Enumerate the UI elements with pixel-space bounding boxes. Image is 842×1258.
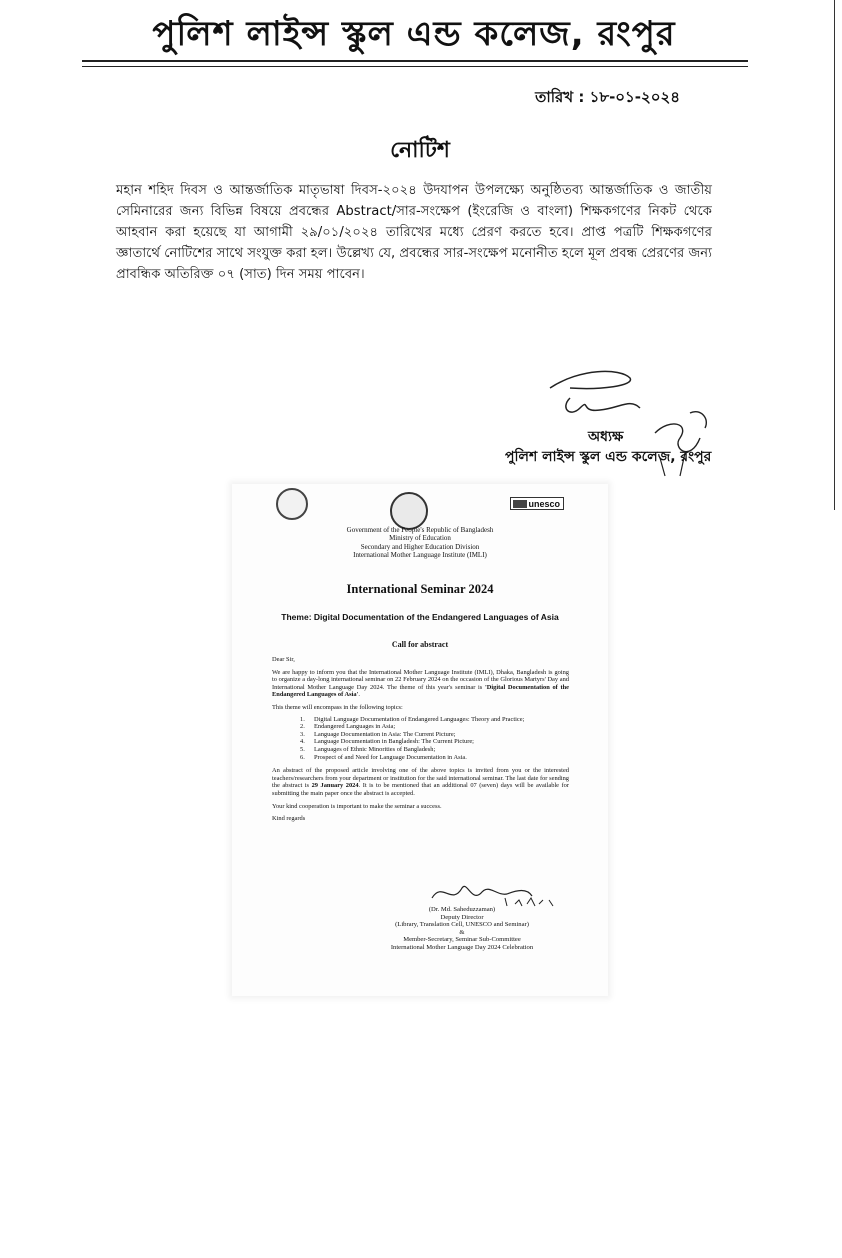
salutation: Dear Sir, xyxy=(272,656,295,663)
seal-icon xyxy=(276,488,308,520)
government-lines xyxy=(232,526,608,560)
signatory-line: Deputy Director xyxy=(440,913,484,921)
institution-header: পুলিশ লাইন্স স্কুল এন্ড কলেজ, রংপুর xyxy=(152,14,676,54)
seminar-theme: Theme: Digital Documentation of the Endangered Languages of Asia xyxy=(281,612,559,622)
gov-line: International Mother Language Institute (IMLI) xyxy=(353,551,487,560)
attached-letter xyxy=(232,484,608,996)
signatory-line: & xyxy=(459,928,465,936)
closing: Kind regards xyxy=(272,815,306,823)
list-item: 1. Digital Language Documentation of Endangered Languages: Theory and Practice; xyxy=(300,715,525,723)
signature-title: অধ্যক্ষ xyxy=(588,429,624,445)
signatory-block xyxy=(342,906,582,952)
notice-date: তারিখ : ১৮-০১-২০২৪ xyxy=(535,88,680,106)
signatory-line: (Library, Translation Cell, UNESCO and Seminar) xyxy=(395,921,529,929)
letter-paragraph: We are happy to inform you that the International Mother Language Institute (IMLI), Dhaka, Bangladesh is going to organize a day-long international seminar on 22 February 2024 on the occasion of the Glorious Martyrs' Day and International Mother Language Day 2024. The theme of this year's seminar is 'Digital Documentation of the Endangered Languages of Asia'. xyxy=(272,668,569,699)
call-for-abstract: Call for abstract xyxy=(391,640,449,649)
list-item: 4. Language Documentation in Bangladesh: The Current Picture; xyxy=(300,738,474,746)
list-item: 2. Endangered Languages in Asia; xyxy=(300,723,396,731)
seminar-title: International Seminar 2024 xyxy=(346,582,494,596)
list-item: 3. Language Documentation in Asia: The Current Picture; xyxy=(300,730,456,738)
signatory-line: International Mother Language Day 2024 Celebration xyxy=(390,943,534,951)
gov-line: Secondary and Higher Education Division xyxy=(360,542,480,551)
notice-body xyxy=(116,180,712,285)
header-rule xyxy=(82,60,748,67)
government-emblem-icon xyxy=(390,492,428,530)
list-item: 6. Prospect of and Need for Language Documentation in Asia. xyxy=(300,753,467,761)
list-item: 5. Languages of Ethnic Minorities of Bangladesh; xyxy=(300,745,436,753)
gov-line: Ministry of Education xyxy=(389,534,451,543)
letter-paragraph: Your kind cooperation is important to make the seminar a success. xyxy=(272,802,442,810)
signature-organization: পুলিশ লাইন্স স্কুল এন্ড কলেজ, রংপুর xyxy=(505,449,712,465)
deputy-director-signature xyxy=(427,876,567,910)
letter-body xyxy=(272,656,569,828)
topics-list xyxy=(272,716,569,762)
notice-paragraph: মহান শহিদ দিবস ও আন্তর্জাতিক মাতৃভাষা দিবস-২০২৪ উদযাপন উপলক্ষ্যে অনুষ্ঠিতব্য আন্তর্জাতিক ও জাতীয় সেমিনারের জন্য বিভিন্ন বিষয়ে প্রবন্ধের Abstract/সার-সংক্ষেপ (ইংরেজি ও বাংলা) শিক্ষকগণের নিকট থেকে আহবান করা হয়েছে যা আগামী ২৯/০১/২০২৪ তারিখের মধ্যে প্রেরণ করতে হবে। প্রাপ্ত পত্রটি শিক্ষকগণের জ্ঞাতার্থে নোটিশের সাথে সংযুক্ত করা হল। উল্লেখ্য যে, প্রবন্ধের সার-সংক্ষেপ মনোনীত হলে মূল প্রবন্ধ প্রেরণের জন্য প্রাবন্ধিক অতিরিক্ত ০৭ (সাত) দিন সময় পাবেন। xyxy=(116,183,712,282)
notice-heading: নোটিশ xyxy=(390,138,450,163)
topics-intro: This theme will encompass in the following topics: xyxy=(272,703,403,711)
signatory-line: (Dr. Md. Saheduzzaman) xyxy=(428,906,496,913)
page-border-line xyxy=(834,0,835,510)
unesco-logo: unesco xyxy=(510,497,564,510)
letter-paragraph: An abstract of the proposed article involving one of the above topics is invited from you or the interested teachers/researchers from your department or institution for the said international seminar. The last date for sending the abstract is 29 January 2024. It is to be mentioned that an additional 07 (seven) days will be available for submitting the main paper once the abstract is accepted. xyxy=(272,767,570,797)
signatory-line: Member-Secretary, Seminar Sub-Committee xyxy=(403,936,521,944)
gov-line: Government of the People's Republic of Bangladesh xyxy=(346,526,494,534)
